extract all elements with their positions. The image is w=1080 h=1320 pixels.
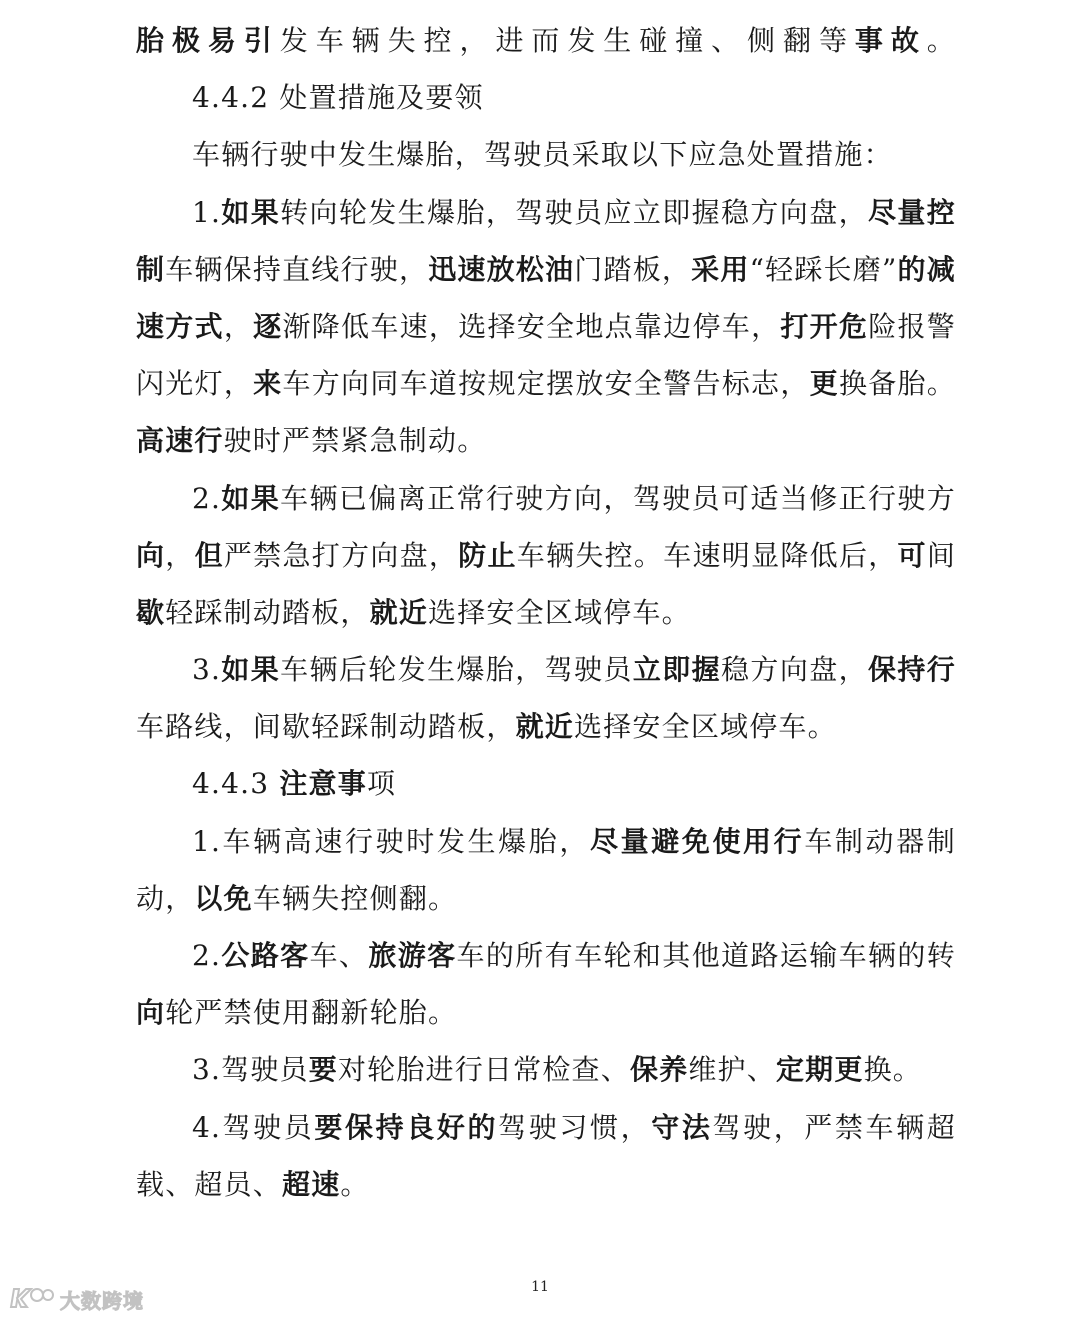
- paragraph-line: [136, 984, 956, 1041]
- bold-text: 歇: [136, 595, 166, 629]
- text-segment: ，: [165, 538, 195, 572]
- bold-text: 就近: [515, 710, 575, 744]
- text-segment: 车、: [309, 939, 369, 972]
- bold-text: 防止: [458, 538, 517, 572]
- bold-text: 可: [897, 538, 927, 572]
- text-segment: 车辆后轮发生爆胎，驾驶员: [280, 653, 633, 687]
- bold-text: 制: [136, 252, 166, 286]
- text-segment: 驶时严禁紧急制动。: [223, 424, 487, 458]
- paragraph-line: [136, 470, 956, 527]
- text-segment: 3.: [192, 653, 222, 687]
- text-segment: 驾驶，严禁车辆超: [712, 1110, 956, 1144]
- paragraph-line: [136, 355, 956, 412]
- text-segment: 稳方向盘，: [721, 653, 868, 687]
- bold-text: 高速行: [136, 424, 224, 458]
- watermark-text: 大数跨境: [60, 1288, 144, 1313]
- watermark: [8, 1284, 144, 1314]
- bold-text: 逐: [253, 309, 283, 343]
- text-segment: 车辆失控。车速明显降低后，: [516, 538, 898, 572]
- paragraph-line: [136, 241, 956, 298]
- document-page: [136, 12, 956, 1213]
- text-segment: 4.4.2 处置措施及要领: [192, 81, 484, 115]
- bold-text: 采用: [691, 252, 750, 286]
- bold-text: 来: [253, 367, 283, 401]
- paragraph-line: [136, 184, 956, 241]
- section-heading: [136, 69, 956, 126]
- page-number: 11: [531, 1279, 549, 1295]
- bold-text: 但: [194, 538, 224, 572]
- text-segment: 1.: [192, 195, 222, 229]
- bold-text: 旅游客: [368, 939, 457, 972]
- bold-text: 的减: [897, 252, 956, 286]
- bold-text: 注意事: [279, 767, 367, 801]
- bold-text: 守法: [651, 1110, 713, 1144]
- text-segment: 发车辆失控，进而发生碰撞、侧翻等: [279, 24, 855, 57]
- text-segment: 车路线，间歇轻踩制动踏板，: [136, 710, 516, 744]
- bold-text: 公路客: [221, 939, 310, 972]
- text-segment: 渐降低车速，选择安全地点靠边停车，: [282, 309, 781, 343]
- text-segment: 。: [340, 1167, 370, 1201]
- text-segment: 对轮胎进行日常检查、: [337, 1053, 630, 1087]
- paragraph-line: [136, 1041, 956, 1098]
- text-segment: 轻踩制动踏板，: [165, 595, 370, 629]
- text-segment: 驾驶习惯，: [498, 1110, 652, 1144]
- bold-text: 更: [809, 367, 839, 401]
- paragraph-line: [136, 12, 956, 69]
- text-segment: 车辆保持直线行驶，: [165, 252, 429, 286]
- text-segment: 险报警: [868, 309, 956, 343]
- bold-text: 如果: [221, 195, 281, 229]
- text-segment: 。: [926, 24, 956, 57]
- paragraph-line: [136, 584, 956, 641]
- bold-text: 超速: [282, 1167, 341, 1201]
- paragraph-line: [136, 927, 956, 984]
- bold-text: 保养: [629, 1053, 689, 1087]
- text-segment: 3.驾驶员: [192, 1053, 309, 1087]
- text-segment: 车方向同车道按规定摆放安全警告标志，: [282, 367, 810, 401]
- text-segment: 门踏板，: [574, 252, 692, 286]
- text-segment: 车的所有车轮和其他道路运输车辆的转: [456, 939, 956, 972]
- bold-text: 向: [136, 996, 166, 1030]
- text-segment: 动，: [136, 881, 195, 915]
- text-segment: 车辆行驶中发生爆胎，驾驶员采取以下应急处置措施：: [192, 138, 893, 172]
- text-segment: 1.车辆高速行驶时发生爆胎，: [192, 824, 590, 858]
- text-segment: 2.: [192, 939, 222, 972]
- text-segment: “轻踩长磨”: [749, 252, 898, 286]
- bold-text: 向: [136, 538, 166, 572]
- section-heading: [136, 755, 956, 812]
- bold-text: 尽量控: [868, 195, 956, 229]
- text-segment: 转向轮发生爆胎，驾驶员应立即握稳方向盘，: [280, 195, 868, 229]
- paragraph-line: [136, 1156, 956, 1213]
- bold-text: 定期更: [775, 1053, 864, 1087]
- paragraph-line: [136, 298, 956, 355]
- bold-text: 速方式: [136, 309, 224, 343]
- bold-text: 事故: [854, 24, 927, 57]
- text-segment: 维护、: [688, 1053, 776, 1087]
- text-segment: 载、超员、: [136, 1167, 283, 1201]
- paragraph-line: [136, 527, 956, 584]
- paragraph-line: [136, 641, 956, 698]
- text-segment: 2.: [192, 481, 222, 515]
- bold-text: 就近: [369, 595, 429, 629]
- brand-logo-icon: [8, 1283, 54, 1315]
- text-segment: 选择安全区域停车。: [428, 595, 691, 629]
- bold-text: 要保持良好的: [314, 1110, 499, 1144]
- bold-text: 尽量避免使用行: [589, 824, 805, 858]
- bold-text: 打开危: [780, 309, 869, 343]
- text-segment: 选择安全区域停车。: [574, 710, 837, 744]
- bold-text: 立即握: [632, 653, 722, 687]
- text-segment: 车制动器制: [804, 824, 956, 858]
- text-segment: 闪光灯，: [136, 367, 254, 401]
- text-segment: 换备胎。: [838, 367, 956, 401]
- text-segment: 项: [366, 767, 397, 801]
- text-segment: 轮严禁使用翻新轮胎。: [165, 996, 458, 1030]
- bold-text: 胎极易引: [136, 24, 280, 57]
- paragraph-line: [136, 870, 956, 927]
- bold-text: 迅速放松油: [428, 252, 575, 286]
- paragraph-line: [136, 813, 956, 870]
- text-segment: ，: [223, 309, 254, 343]
- bold-text: 要: [308, 1053, 338, 1087]
- text-segment: 车辆失控侧翻。: [252, 881, 458, 915]
- text-segment: 换。: [863, 1053, 922, 1087]
- text-segment: 4.驾驶员: [192, 1110, 315, 1144]
- bold-text: 如果: [221, 653, 281, 687]
- text-segment: 间: [926, 538, 956, 572]
- paragraph-line: [136, 126, 956, 183]
- paragraph-line: [136, 698, 956, 755]
- paragraph-line: [136, 412, 956, 469]
- bold-text: 以免: [194, 881, 253, 915]
- paragraph-line: [136, 1099, 956, 1156]
- bold-text: 如果: [221, 481, 281, 515]
- bold-text: 保持行: [868, 653, 956, 687]
- text-segment: 严禁急打方向盘，: [223, 538, 459, 572]
- text-segment: 4.4.3: [192, 767, 280, 801]
- text-segment: 车辆已偏离正常行驶方向，驾驶员可适当修正行驶方: [280, 481, 956, 515]
